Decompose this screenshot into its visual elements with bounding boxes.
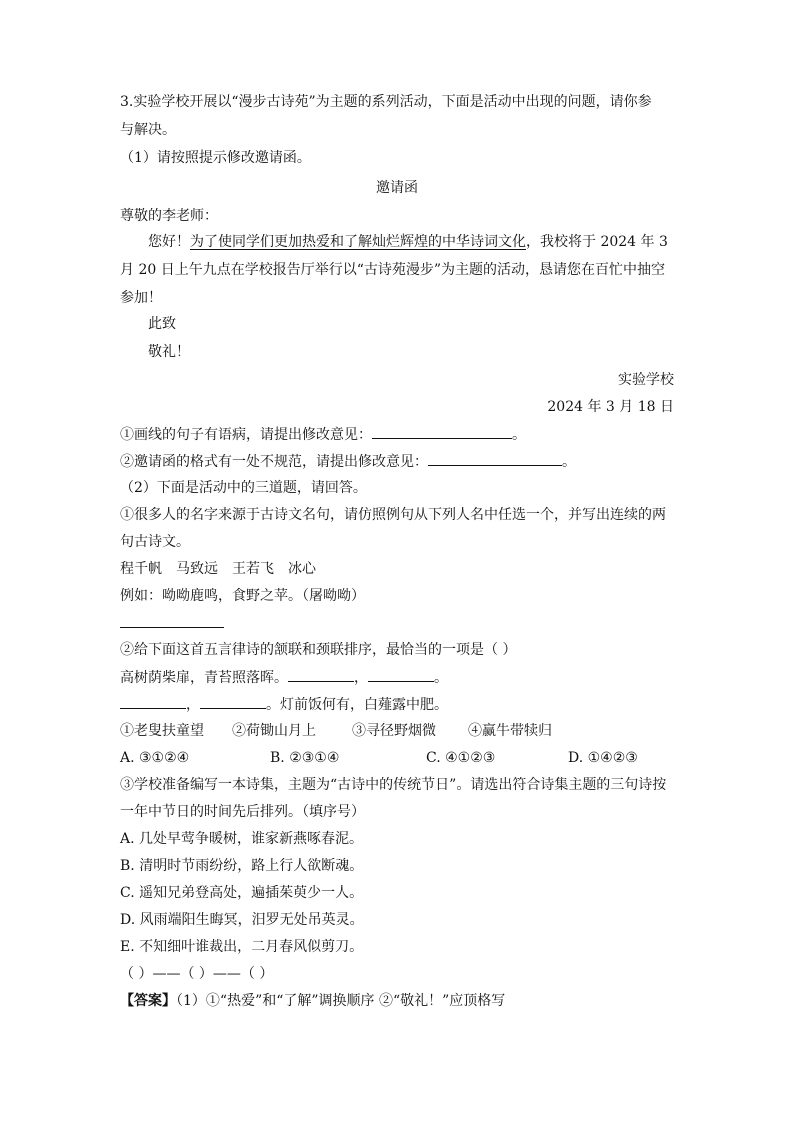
part2-instruction: （2）下面是活动中的三道题，请回答。 bbox=[120, 480, 367, 496]
answer-line-q1 bbox=[120, 613, 224, 634]
example-line: 例如：呦呦鹿鸣，食野之苹。（屠呦呦） bbox=[120, 588, 365, 604]
poem-line-2-text: 。灯前饭何有，白薤露中肥。 bbox=[266, 697, 448, 713]
part2-q1-line2: 句古诗文。 bbox=[120, 534, 190, 550]
letter-body-line2: 月 20 日上午九点在学校报告厅举行以“古诗苑漫步”为主题的活动，恳请您在百忙中抽空 bbox=[120, 262, 666, 278]
choice-a[interactable]: A. ③①②④ bbox=[120, 750, 190, 766]
sub-question-1-end: 。 bbox=[512, 427, 526, 443]
poem-line-1 bbox=[120, 667, 448, 688]
order-answer-line[interactable]: （ ）——（ ）——（ ） bbox=[120, 966, 274, 982]
sub-question-2-end: 。 bbox=[562, 454, 576, 470]
letter-closing-2: 敬礼！ bbox=[148, 344, 190, 360]
answer-blank-1[interactable] bbox=[372, 424, 512, 439]
letter-body-line1 bbox=[148, 232, 668, 252]
name-item: 冰心 bbox=[288, 561, 316, 577]
choice-row bbox=[120, 748, 680, 768]
poem-line-1-text: 高树荫柴扉，青苔照落晖。 bbox=[120, 670, 288, 686]
answer-text: （1）①“热爱”和“了解”调换顺序 ②“敬礼！”应顶格写 bbox=[176, 993, 506, 1009]
poem-option: ④赢牛带犊归 bbox=[468, 723, 552, 739]
answer-blank-2[interactable] bbox=[428, 451, 562, 466]
letter-date: 2024 年 3 月 18 日 bbox=[547, 399, 674, 415]
answer-blank-3[interactable] bbox=[120, 613, 224, 628]
choice-b[interactable]: B. ②③①④ bbox=[270, 750, 340, 766]
sub-question-1-text: ①画线的句子有语病，请提出修改意见： bbox=[120, 427, 372, 443]
part2-q2-title: ②给下面这首五言律诗的颔联和颈联排序，最恰当的一项是（ ） bbox=[120, 642, 517, 658]
poem-item-b: B. 清明时节雨纷纷，路上行人欲断魂。 bbox=[120, 858, 364, 874]
q3-intro-line1: 3.实验学校开展以“漫步古诗苑”为主题的系列活动，下面是活动中出现的问题，请你参 bbox=[120, 94, 652, 110]
poem-item-e: E. 不知细叶谁裁出，二月春风似剪刀。 bbox=[120, 939, 364, 955]
poem-end: 。 bbox=[434, 670, 448, 686]
name-item: 王若飞 bbox=[232, 561, 274, 577]
choice-c[interactable]: C. ④①②③ bbox=[426, 750, 496, 766]
poem-line-2 bbox=[120, 694, 448, 715]
sub-question-2-text: ②邀请函的格式有一处不规范，请提出修改意见： bbox=[120, 454, 428, 470]
answer-section bbox=[120, 991, 505, 1011]
poem-blank-4[interactable] bbox=[200, 694, 266, 709]
poem-option: ②荷锄山月上 bbox=[232, 723, 316, 739]
name-list bbox=[120, 559, 680, 579]
part1-instruction: （1）请按照提示修改邀请函。 bbox=[120, 150, 311, 166]
underlined-sentence: 为了使同学们更加热爱和了解灿烂辉煌的中华诗词文化 bbox=[190, 234, 526, 250]
poem-option: ①老叟扶童望 bbox=[120, 723, 204, 739]
poem-blank-2[interactable] bbox=[368, 667, 434, 682]
letter-salutation: 尊敬的李老师： bbox=[120, 208, 218, 224]
part2-q3-line1: ③学校准备编写一本诗集，主题为“古诗中的传统节日”。请选出符合诗集主题的三句诗按 bbox=[120, 777, 667, 793]
poem-options bbox=[120, 721, 680, 741]
poem-blank-3[interactable] bbox=[120, 694, 186, 709]
poem-sep: ， bbox=[186, 697, 200, 713]
part2-q3-line2: 一年中节日的时间先后排列。（填序号） bbox=[120, 804, 365, 820]
answer-label: 【答案】 bbox=[120, 993, 176, 1009]
letter-greeting: 您好！ bbox=[148, 234, 190, 250]
q3-intro-line2: 与解决。 bbox=[120, 122, 176, 138]
letter-closing-1: 此致 bbox=[148, 316, 176, 332]
letter-signature: 实验学校 bbox=[618, 372, 674, 388]
letter-title: 邀请函 bbox=[376, 180, 418, 196]
name-item: 马致远 bbox=[176, 561, 218, 577]
poem-option: ③寻径野烟微 bbox=[352, 723, 436, 739]
poem-sep: ， bbox=[354, 670, 368, 686]
poem-item-d: D. 风雨端阳生晦冥，汨罗无处吊英灵。 bbox=[120, 912, 364, 928]
choice-d[interactable]: D. ①④②③ bbox=[568, 750, 638, 766]
part2-q1-line1: ①很多人的名字来源于古诗文名句，请仿照例句从下列人名中任选一个，并写出连续的两 bbox=[120, 507, 666, 523]
poem-blank-1[interactable] bbox=[288, 667, 354, 682]
name-item: 程千帆 bbox=[120, 561, 162, 577]
letter-body-continuation: ，我校将于 2024 年 3 bbox=[526, 234, 668, 250]
sub-question-1 bbox=[120, 424, 526, 445]
letter-body-line3: 参加！ bbox=[120, 290, 162, 306]
sub-question-2 bbox=[120, 451, 576, 472]
poem-item-c: C. 遥知兄弟登高处，遍插茱萸少一人。 bbox=[120, 885, 364, 901]
poem-item-a: A. 几处早莺争暖树，谁家新燕啄春泥。 bbox=[120, 831, 364, 847]
